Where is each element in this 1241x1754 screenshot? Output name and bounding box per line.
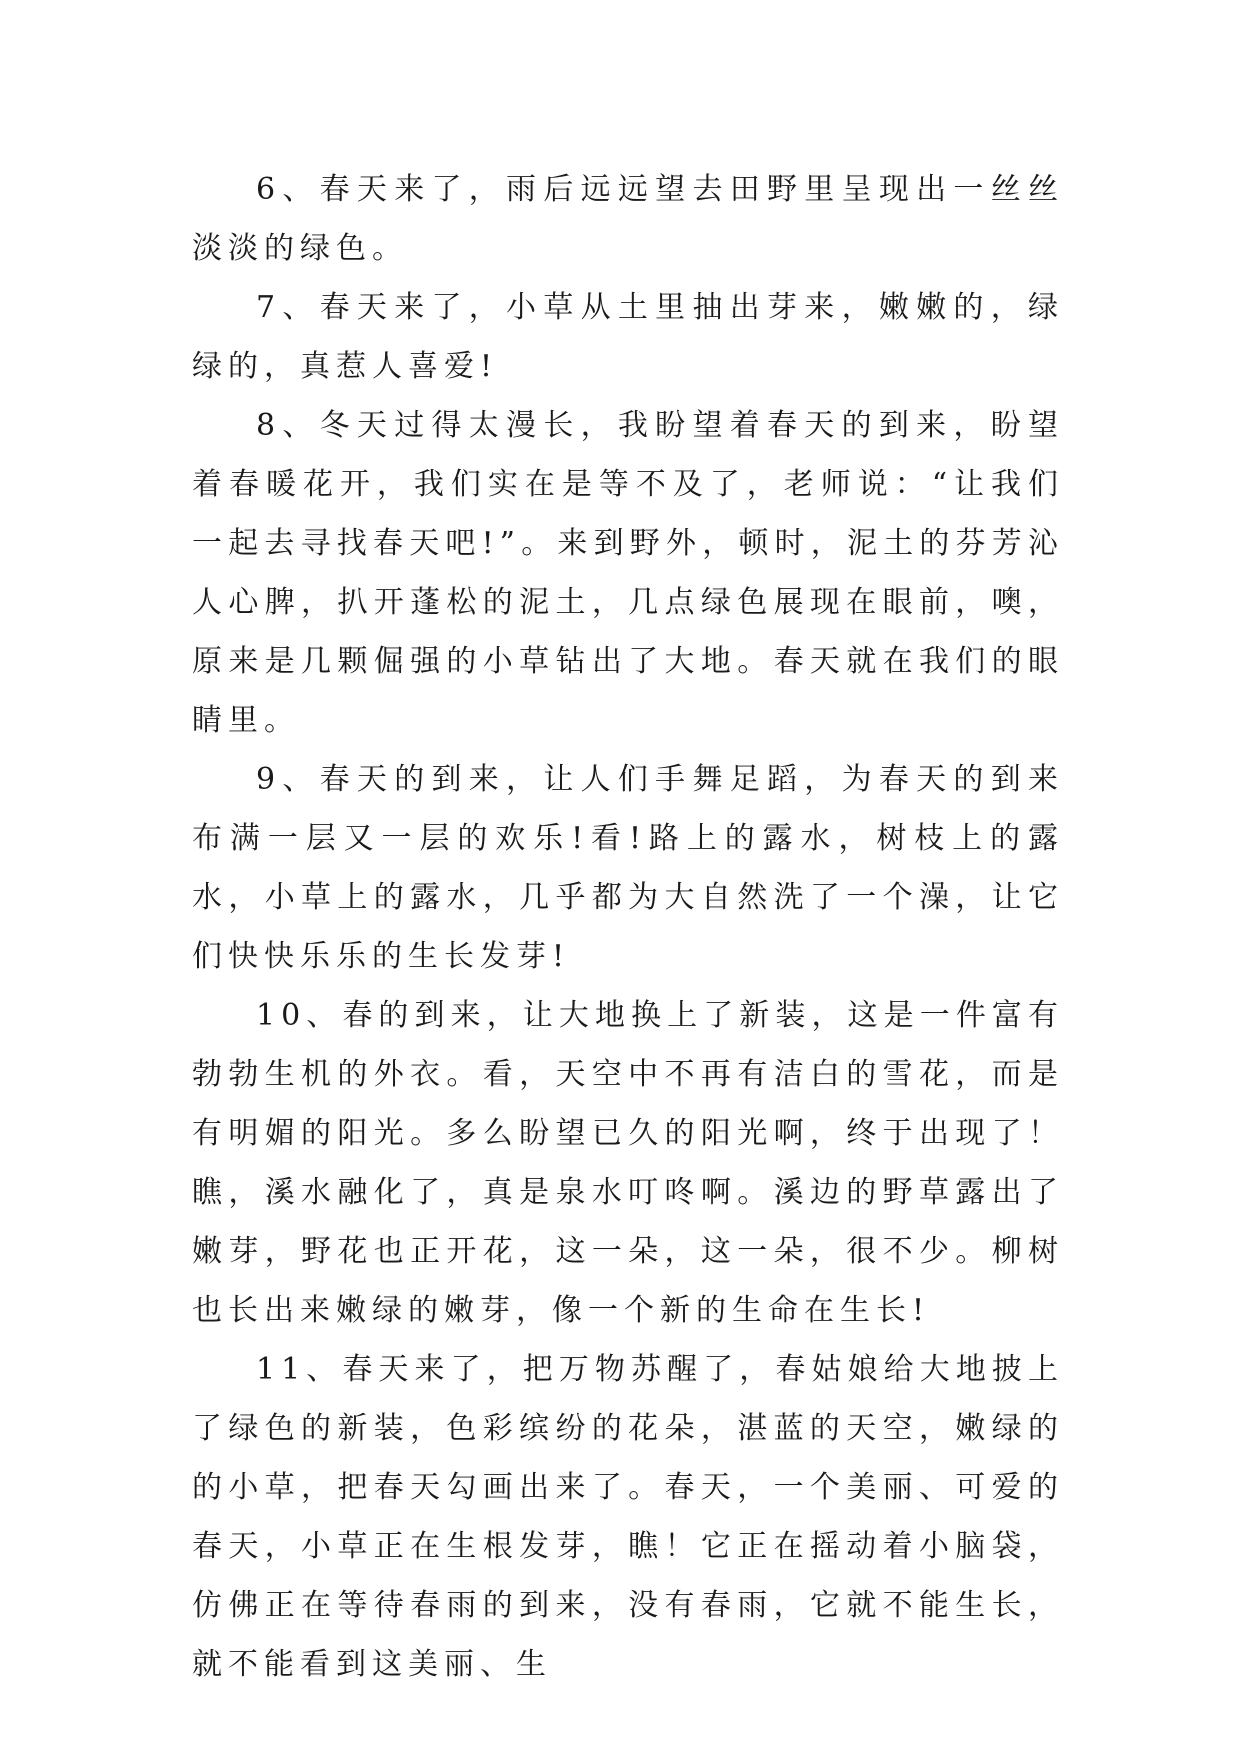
paragraph-7: 7、春天来了，小草从土里抽出芽来，嫩嫩的，绿绿的，真惹人喜爱! xyxy=(192,290,1064,384)
document-body xyxy=(192,160,1064,1694)
paragraph-10: 10、春的到来，让大地换上了新装，这是一件富有勃勃生机的外衣。看，天空中不再有洁白的雪花，而是有明媚的阳光。多么盼望已久的阳光啊，终于出现了！瞧，溪水融化了，真是泉水叮咚啊。溪边的野草露出了嫩芽，野花也正开花，这一朵，这一朵，很不少。柳树也长出来嫩绿的嫩芽，像一个新的生命在生长! xyxy=(192,998,1064,1328)
paragraph-9: 9、春天的到来，让人们手舞足蹈，为春天的到来布满一层又一层的欢乐!看!路上的露水，树枝上的露水，小草上的露水，几乎都为大自然洗了一个澡，让它们快快乐乐的生长发芽! xyxy=(192,762,1064,974)
paragraph-8: 8、冬天过得太漫长，我盼望着春天的到来，盼望着春暖花开，我们实在是等不及了，老师说：“让我们一起去寻找春天吧!”。来到野外，顿时，泥土的芬芳沁人心脾，扒开蓬松的泥土，几点绿色展现在眼前，噢，原来是几颗倔强的小草钻出了大地。春天就在我们的眼睛里。 xyxy=(192,408,1064,738)
paragraph-6: 6、春天来了，雨后远远望去田野里呈现出一丝丝淡淡的绿色。 xyxy=(192,172,1064,266)
paragraph-11: 11、春天来了，把万物苏醒了，春姑娘给大地披上了绿色的新装，色彩缤纷的花朵，湛蓝的天空，嫩绿的的小草，把春天勾画出来了。春天，一个美丽、可爱的春天，小草正在生根发芽，瞧！它正在摇动着小脑袋，仿佛正在等待春雨的到来，没有春雨，它就不能生长，就不能看到这美丽、生 xyxy=(192,1352,1064,1682)
